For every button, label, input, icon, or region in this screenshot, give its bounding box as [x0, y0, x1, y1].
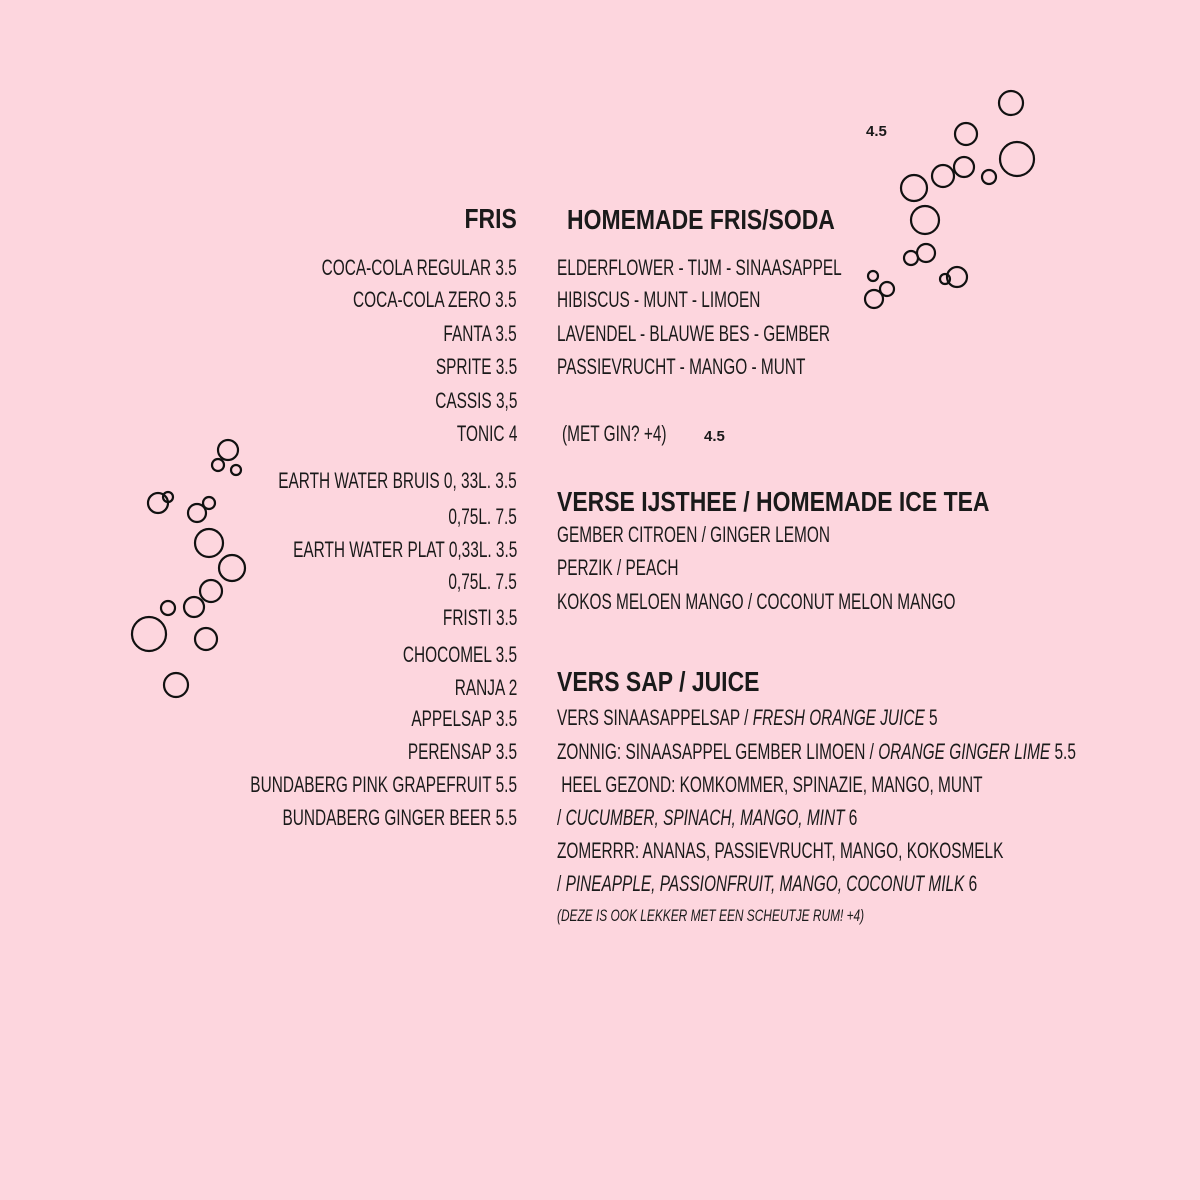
menu-item: [557, 739, 1076, 765]
icetea-title: VERSE IJSTHEE / HOMEMADE ICE TEA: [557, 486, 990, 517]
soda-price: 4.5: [704, 428, 725, 445]
juice-title: VERS SAP / JUICE: [557, 666, 760, 697]
menu-item: HIBISCUS - MUNT - LIMOEN: [557, 287, 761, 312]
dutch-name: ZOMERRR: ANANAS, PASSIEVRUCHT, MANGO, KOKOSMELK: [557, 838, 1004, 863]
dutch-name: /: [557, 805, 566, 830]
english-name: CUCUMBER, SPINACH, MANGO, MINT: [565, 805, 845, 830]
price: 5: [924, 705, 938, 730]
menu-item: PASSIEVRUCHT - MANGO - MUNT: [557, 354, 806, 379]
menu-item: [557, 772, 983, 798]
menu-item: 0,75L. 7.5: [448, 569, 517, 594]
menu-item: TONIC 4: [456, 421, 517, 446]
dutch-name: ZONNIG: SINAASAPPEL GEMBER LIMOEN /: [557, 739, 879, 764]
menu-item: [557, 838, 1003, 864]
menu-item: [557, 805, 857, 831]
menu-item: SPRITE 3.5: [435, 354, 517, 379]
gin-note: (MET GIN? +4): [562, 421, 667, 446]
price: 6: [844, 805, 858, 830]
menu-item: CASSIS 3,5: [434, 388, 517, 413]
price: 6: [964, 871, 978, 896]
menu-item: KOKOS MELOEN MANGO / COCONUT MELON MANGO: [557, 589, 956, 614]
bubbles-icon-top-right: [865, 91, 1034, 308]
english-name: FRESH ORANGE JUICE: [752, 705, 925, 730]
dutch-name: HEEL GEZOND: KOMKOMMER, SPINAZIE, MANGO, MUNT: [557, 772, 983, 797]
price: 5.5: [1050, 739, 1076, 764]
english-name: PINEAPPLE, PASSIONFRUIT, MANGO, COCONUT MILK: [565, 871, 965, 896]
menu-item: PERZIK / PEACH: [557, 555, 679, 580]
menu-item: FRISTI 3.5: [442, 605, 517, 630]
menu-item: PERENSAP 3.5: [407, 739, 517, 764]
menu-item: COCA-COLA ZERO 3.5: [353, 287, 517, 312]
menu-item: [557, 871, 977, 897]
menu-item: CHOCOMEL 3.5: [402, 642, 517, 667]
menu-item: EARTH WATER BRUIS 0, 33L. 3.5: [278, 468, 517, 493]
menu-item: BUNDABERG GINGER BEER 5.5: [282, 805, 517, 830]
soda-title: HOMEMADE FRIS/SODA: [567, 204, 835, 235]
menu-item: RANJA 2: [454, 675, 517, 700]
menu-item: [557, 705, 938, 731]
menu-item: BUNDABERG PINK GRAPEFRUIT 5.5: [250, 772, 517, 797]
menu-item: LAVENDEL - BLAUWE BES - GEMBER: [557, 321, 830, 346]
menu-item: FANTA 3.5: [443, 321, 517, 346]
top-price: 4.5: [866, 123, 887, 140]
juice-note: (DEZE IS OOK LEKKER MET EEN SCHEUTJE RUM! +4): [557, 906, 865, 925]
menu-item: 0,75L. 7.5: [448, 504, 517, 529]
english-name: ORANGE GINGER LIME: [878, 739, 1051, 764]
dutch-name: /: [557, 871, 566, 896]
fris-title: FRIS: [464, 203, 517, 234]
bubbles-icon-left: [132, 440, 245, 697]
menu-item: COCA-COLA REGULAR 3.5: [321, 255, 517, 280]
menu-item: ELDERFLOWER - TIJM - SINAASAPPEL: [557, 255, 842, 280]
menu-item: APPELSAP 3.5: [411, 706, 517, 731]
menu-item: EARTH WATER PLAT 0,33L. 3.5: [292, 537, 517, 562]
menu-item: GEMBER CITROEN / GINGER LEMON: [557, 522, 830, 547]
dutch-name: VERS SINAASAPPELSAP /: [557, 705, 753, 730]
